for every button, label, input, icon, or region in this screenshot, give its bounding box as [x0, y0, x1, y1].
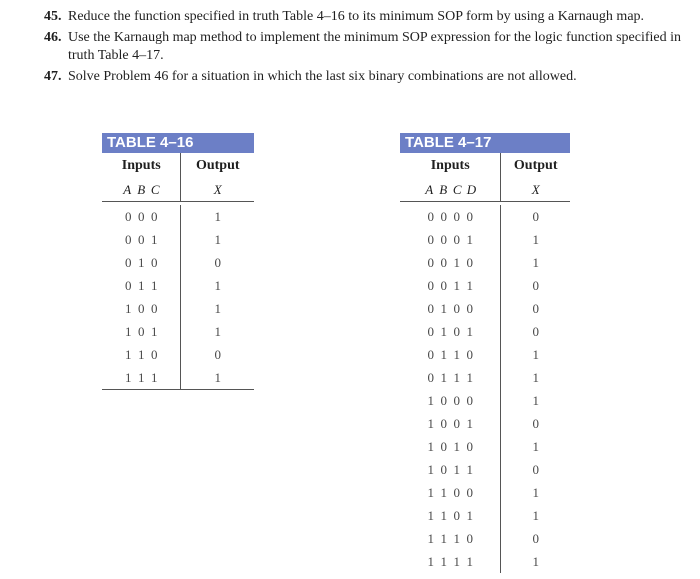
table-row — [400, 274, 570, 297]
input-bits — [400, 481, 501, 504]
table-title: TABLE 4–17 — [400, 133, 570, 153]
input-bit: 0 — [427, 347, 434, 362]
output-value: 0 — [532, 531, 539, 546]
table-row — [102, 205, 254, 228]
input-bit: 0 — [440, 439, 447, 454]
input-bits — [400, 251, 501, 274]
input-bit: 1 — [137, 347, 145, 362]
input-bit: 0 — [466, 393, 473, 408]
input-bit: 1 — [427, 393, 434, 408]
input-bit: 0 — [137, 301, 145, 316]
input-bit: 1 — [150, 370, 158, 385]
output-variable: X — [213, 182, 222, 197]
input-bits — [102, 366, 181, 389]
input-bit: 1 — [427, 462, 434, 477]
input-bits — [400, 228, 501, 251]
inputs-header: Inputs — [102, 153, 181, 179]
input-bits — [400, 412, 501, 435]
output-value: 1 — [532, 347, 539, 362]
table-row — [400, 435, 570, 458]
variable-header — [400, 179, 570, 202]
input-bit: 1 — [137, 278, 145, 293]
input-bits — [102, 228, 181, 251]
input-bit: 1 — [427, 508, 434, 523]
output-value: 0 — [532, 324, 539, 339]
input-bit: 0 — [427, 370, 434, 385]
input-bit: 0 — [427, 255, 434, 270]
input-bits — [102, 343, 181, 366]
input-bit: 0 — [466, 255, 473, 270]
input-bit: 0 — [466, 439, 473, 454]
input-bit: 1 — [466, 462, 473, 477]
input-bits — [102, 205, 181, 228]
input-bit: 1 — [427, 416, 434, 431]
input-bit: 0 — [440, 416, 447, 431]
input-bits — [400, 297, 501, 320]
input-bit: 1 — [453, 370, 460, 385]
input-bit: 0 — [440, 462, 447, 477]
input-bit: 0 — [453, 416, 460, 431]
problem-text: Use the Karnaugh map method to implement the minimum SOP expression for the logic function specified in truth Table 4–17. — [68, 30, 682, 63]
table-row — [400, 504, 570, 527]
problem-46 — [44, 29, 684, 65]
input-bit: 1 — [440, 301, 447, 316]
input-bit: 0 — [427, 209, 434, 224]
table-row — [400, 297, 570, 320]
input-bits — [400, 435, 501, 458]
input-bits — [102, 320, 181, 343]
output-value: 0 — [214, 347, 221, 362]
input-bit: 1 — [137, 255, 145, 270]
input-bit: 1 — [427, 531, 434, 546]
table-body — [102, 205, 254, 390]
var-b: B — [439, 182, 448, 197]
input-bit: 1 — [440, 347, 447, 362]
table-body — [400, 205, 570, 573]
problem-text: Reduce the function specified in truth Table 4–16 to its minimum SOP form by using a Karnaugh map. — [68, 9, 645, 24]
input-bit: 1 — [427, 439, 434, 454]
output-header: Output — [513, 158, 558, 173]
table-row — [400, 320, 570, 343]
input-bit: 1 — [440, 324, 447, 339]
table-row — [102, 274, 254, 297]
var-a: A — [123, 182, 132, 197]
table-row — [400, 251, 570, 274]
input-bit: 0 — [137, 324, 145, 339]
output-value: 0 — [532, 462, 539, 477]
input-bits — [400, 527, 501, 550]
input-bit: 1 — [466, 554, 473, 569]
input-bits — [400, 205, 501, 228]
output-header: Output — [195, 158, 240, 173]
input-bit: 0 — [150, 209, 158, 224]
output-value: 1 — [532, 393, 539, 408]
input-bit: 0 — [440, 209, 447, 224]
output-value: 0 — [532, 301, 539, 316]
input-bit: 0 — [124, 209, 132, 224]
input-bit: 1 — [453, 531, 460, 546]
input-bit: 0 — [440, 232, 447, 247]
var-c: C — [452, 182, 462, 197]
input-bit: 0 — [466, 301, 473, 316]
truth-table-4-17 — [400, 133, 570, 573]
table-row — [102, 251, 254, 274]
input-bits — [400, 550, 501, 573]
problem-number: 46. — [44, 30, 62, 45]
table-row — [102, 366, 254, 389]
input-bit: 1 — [427, 485, 434, 500]
input-variables — [400, 179, 501, 201]
input-bit: 0 — [124, 255, 132, 270]
table-row — [400, 527, 570, 550]
table-row — [400, 366, 570, 389]
input-bit: 0 — [453, 324, 460, 339]
input-bits — [400, 274, 501, 297]
input-bits — [400, 504, 501, 527]
output-value: 0 — [532, 209, 539, 224]
input-bit: 1 — [466, 232, 473, 247]
input-bit: 0 — [124, 278, 132, 293]
input-bit: 0 — [150, 301, 158, 316]
var-b: B — [137, 182, 146, 197]
input-bit: 0 — [137, 209, 145, 224]
input-bit: 1 — [440, 554, 447, 569]
input-bit: 0 — [124, 232, 132, 247]
input-bits — [102, 297, 181, 320]
output-value: 0 — [532, 278, 539, 293]
input-bit: 1 — [427, 554, 434, 569]
output-value: 1 — [214, 232, 221, 247]
input-bit: 1 — [150, 324, 158, 339]
table-row — [400, 458, 570, 481]
input-bit: 0 — [427, 324, 434, 339]
input-bits — [400, 366, 501, 389]
output-value: 1 — [214, 370, 221, 385]
output-value: 1 — [214, 324, 221, 339]
input-bit: 0 — [466, 209, 473, 224]
input-bit: 1 — [466, 278, 473, 293]
table-row — [102, 297, 254, 320]
output-value: 1 — [532, 370, 539, 385]
input-bit: 0 — [453, 485, 460, 500]
input-bit: 1 — [440, 485, 447, 500]
input-bit: 0 — [453, 508, 460, 523]
output-value: 0 — [214, 255, 221, 270]
output-value: 1 — [214, 278, 221, 293]
input-bit: 1 — [440, 531, 447, 546]
input-bit: 0 — [150, 255, 158, 270]
input-bit: 0 — [453, 393, 460, 408]
table-header — [400, 153, 570, 179]
input-bit: 1 — [440, 508, 447, 523]
table-row — [400, 550, 570, 573]
output-variable: X — [531, 182, 540, 197]
table-row — [400, 412, 570, 435]
input-bit: 1 — [124, 301, 132, 316]
input-bit: 1 — [124, 324, 132, 339]
output-value: 1 — [532, 508, 539, 523]
output-value: 1 — [214, 209, 221, 224]
output-value: 1 — [532, 232, 539, 247]
input-bit: 0 — [453, 232, 460, 247]
input-bit: 1 — [453, 255, 460, 270]
input-variables — [102, 179, 181, 201]
input-bit: 1 — [150, 232, 158, 247]
input-bit: 1 — [453, 554, 460, 569]
input-bit: 0 — [427, 278, 434, 293]
input-bit: 1 — [453, 278, 460, 293]
table-header — [102, 153, 254, 179]
input-bit: 1 — [453, 439, 460, 454]
table-row — [102, 320, 254, 343]
table-title: TABLE 4–16 — [102, 133, 254, 153]
input-bit: 0 — [466, 347, 473, 362]
table-row — [102, 228, 254, 251]
problem-47 — [44, 68, 684, 86]
table-row — [400, 389, 570, 412]
input-bit: 0 — [440, 255, 447, 270]
input-bit: 0 — [453, 301, 460, 316]
output-value: 1 — [532, 485, 539, 500]
problem-45 — [44, 8, 684, 26]
input-bit: 0 — [427, 301, 434, 316]
input-bit: 1 — [453, 347, 460, 362]
input-bit: 1 — [137, 370, 145, 385]
input-bits — [102, 274, 181, 297]
output-value: 0 — [532, 416, 539, 431]
table-row — [400, 205, 570, 228]
output-value: 1 — [532, 439, 539, 454]
input-bits — [400, 320, 501, 343]
input-bit: 0 — [150, 347, 158, 362]
problem-number: 45. — [44, 9, 62, 24]
table-row — [400, 228, 570, 251]
output-value: 1 — [532, 554, 539, 569]
input-bit: 1 — [453, 462, 460, 477]
var-a: A — [425, 182, 434, 197]
input-bit: 0 — [427, 232, 434, 247]
table-row — [400, 481, 570, 504]
input-bit: 0 — [440, 393, 447, 408]
input-bit: 1 — [124, 370, 132, 385]
problem-list — [44, 8, 684, 89]
input-bit: 1 — [440, 370, 447, 385]
input-bits — [400, 343, 501, 366]
input-bits — [102, 251, 181, 274]
problem-text: Solve Problem 46 for a situation in which the last six binary combinations are not allowed. — [68, 69, 577, 84]
input-bit: 1 — [124, 347, 132, 362]
input-bit: 0 — [440, 278, 447, 293]
input-bit: 0 — [466, 485, 473, 500]
table-row — [102, 343, 254, 366]
input-bit: 1 — [466, 416, 473, 431]
var-c: C — [150, 182, 160, 197]
input-bit: 1 — [466, 324, 473, 339]
table-row — [400, 343, 570, 366]
var-d: D — [466, 182, 477, 197]
output-value: 1 — [214, 301, 221, 316]
problem-number: 47. — [44, 69, 62, 84]
input-bit: 0 — [137, 232, 145, 247]
truth-table-4-16 — [102, 133, 254, 390]
input-bit: 1 — [150, 278, 158, 293]
inputs-header: Inputs — [400, 153, 501, 179]
input-bits — [400, 458, 501, 481]
output-value: 1 — [532, 255, 539, 270]
variable-header — [102, 179, 254, 202]
input-bit: 0 — [466, 531, 473, 546]
input-bit: 1 — [466, 508, 473, 523]
input-bit: 0 — [453, 209, 460, 224]
input-bit: 1 — [466, 370, 473, 385]
input-bits — [400, 389, 501, 412]
